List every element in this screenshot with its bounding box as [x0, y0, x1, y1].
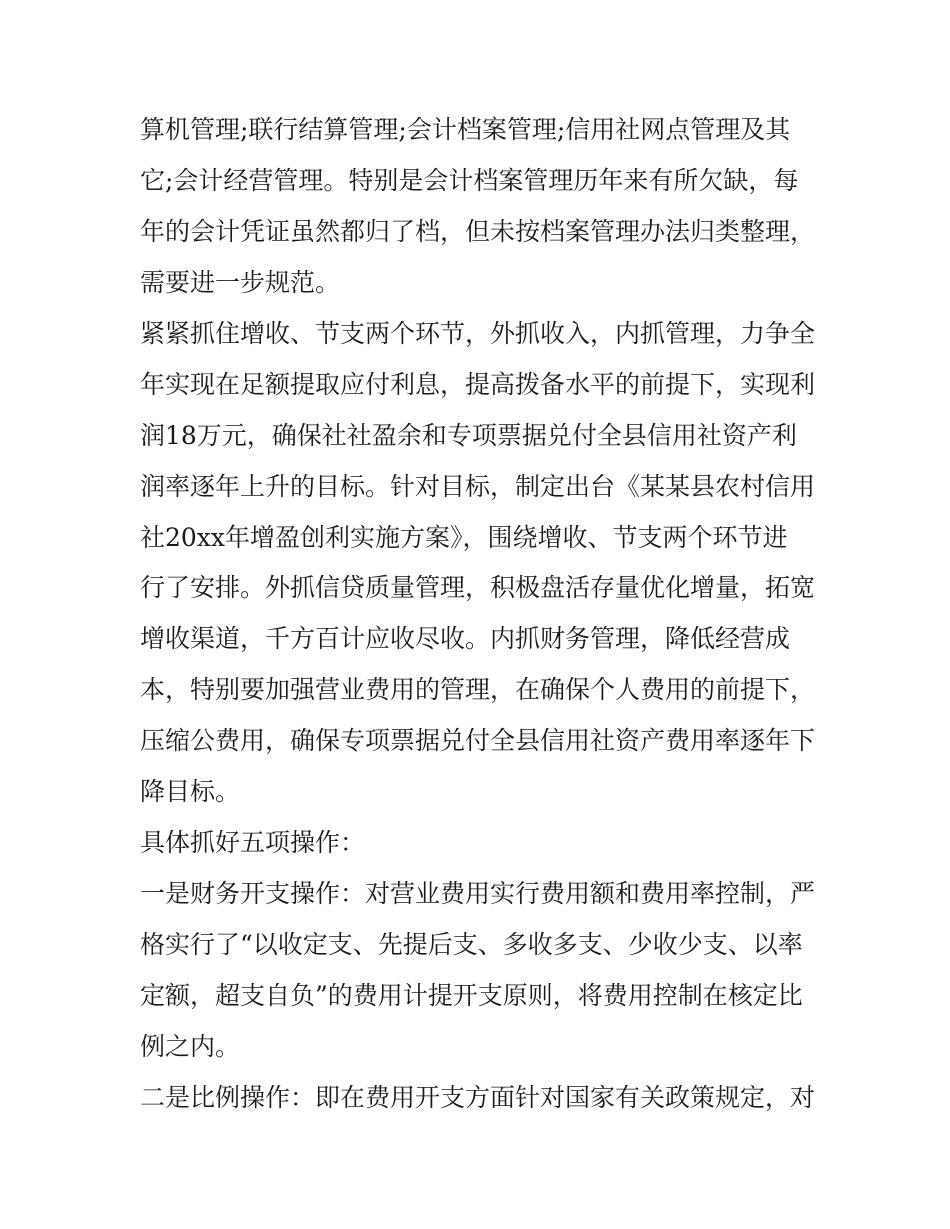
text-line: 紧紧抓住增收、节支两个环节，外抓收入，内抓管理，力争全: [140, 319, 816, 348]
text-line: 具体抓好五项操作：: [140, 828, 366, 857]
text-line: 降目标。: [140, 777, 241, 806]
text-line: 本，特别要加强营业费用的管理，在确保个人费用的前提下，: [140, 675, 816, 704]
text-line: 例之内。: [140, 1032, 241, 1061]
text-line: 一是财务开支操作：对营业费用实行费用额和费用率控制，严: [140, 879, 816, 908]
text-line: 年实现在足额提取应付利息，提高拨备水平的前提下，实现利: [140, 370, 816, 399]
text-line: 算机管理;联行结算管理;会计档案管理;信用社网点管理及其: [140, 115, 791, 144]
text-line: 润率逐年上升的目标。针对目标，制定出台《某某县农村信用: [140, 472, 816, 501]
text-line: 社20xx年增盈创利实施方案》，围绕增收、节支两个环节进: [140, 523, 788, 552]
text-line: 压缩公费用，确保专项票据兑付全县信用社资产费用率逐年下: [140, 726, 816, 755]
text-line: 它;会计经营管理。特别是会计档案管理历年来有所欠缺，每: [140, 166, 799, 195]
text-line: 行了安排。外抓信贷质量管理，积极盘活存量优化增量，拓宽: [140, 573, 816, 602]
text-line: 二是比例操作：即在费用开支方面针对国家有关政策规定，对: [140, 1083, 816, 1112]
text-line: 需要进一步规范。: [140, 268, 341, 297]
text-line: 年的会计凭证虽然都归了档，但未按档案管理办法归类整理，: [140, 217, 816, 246]
text-line: 增收渠道，千方百计应收尽收。内抓财务管理，降低经营成: [140, 624, 791, 653]
text-line: 润18万元，确保社社盈余和专项票据兑付全县信用社资产利: [140, 421, 797, 450]
text-line: 定额，超支自负”的费用计提开支原则，将费用控制在核定比: [140, 981, 803, 1010]
text-line: 格实行了“以收定支、先提后支、多收多支、少收少支、以率: [140, 930, 803, 959]
